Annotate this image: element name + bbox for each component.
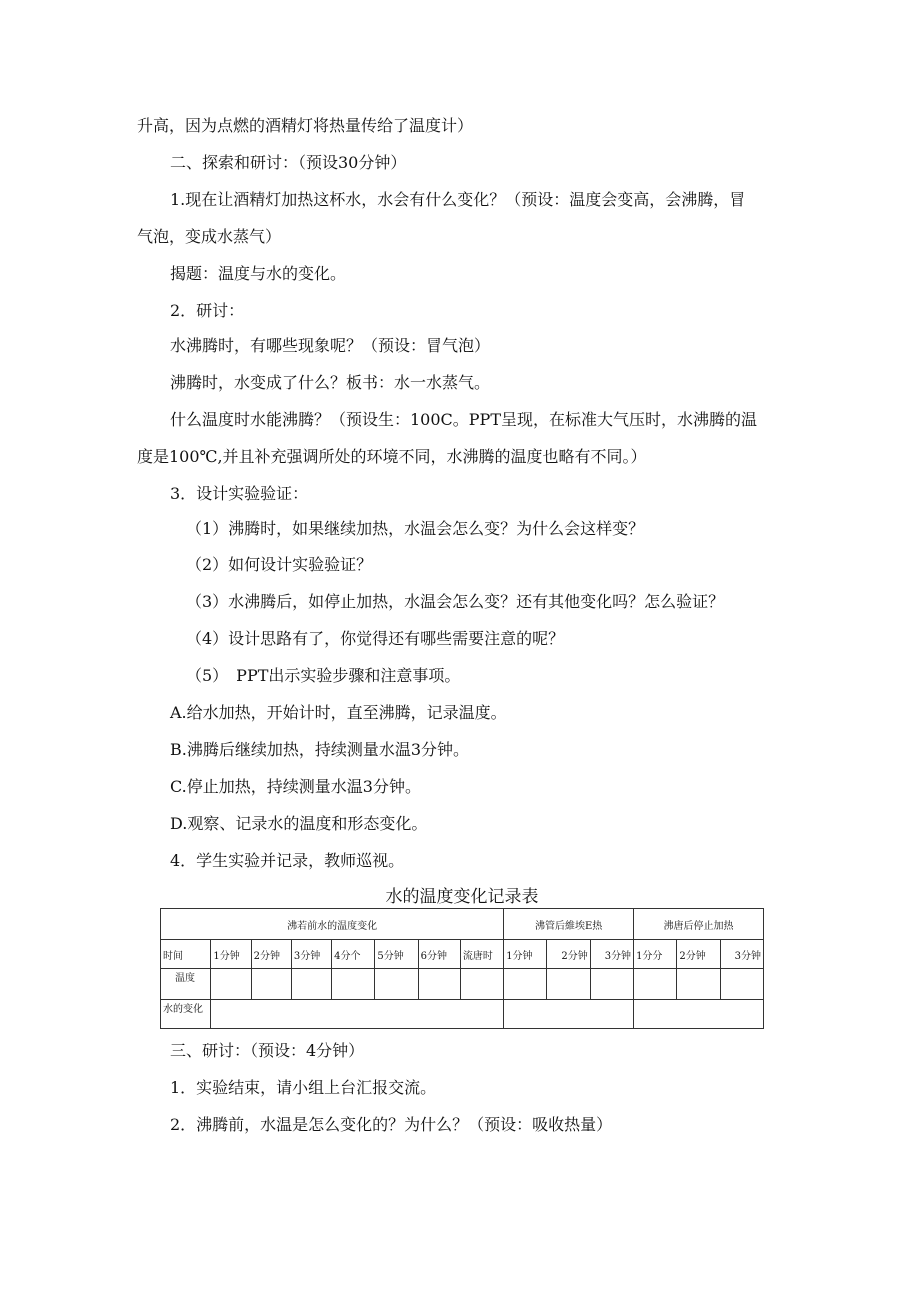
text-line: 升高，因为点燃的酒精灯将热量传给了温度计） [137, 116, 474, 135]
time-cell: 3分钟 [590, 940, 633, 969]
time-cell: 2分钟 [547, 940, 590, 969]
time-cell: 2分钟 [677, 940, 720, 969]
record-table [160, 908, 764, 1029]
text-line: 气泡，变成水蒸气） [137, 227, 282, 246]
empty-cell [211, 969, 251, 1000]
text-line: C.停止加热，持续测量水温3分钟。 [170, 777, 421, 796]
empty-cell [211, 1000, 504, 1029]
time-cell: 流唐时 [460, 940, 503, 969]
text-line: 2．沸腾前，水温是怎么变化的？为什么？（预设：吸收热量） [170, 1115, 613, 1134]
text-line: （5） PPT出示实验步骤和注意事项。 [186, 666, 461, 685]
text-line: 什么温度时水能沸腾？（预设生：100C。PPT呈现，在标准大气压时，水沸腾的温 [170, 410, 757, 429]
text-line: 4．学生实验并记录，教师巡视。 [170, 851, 405, 870]
empty-cell [634, 1000, 764, 1029]
temperature-label: 温度 [161, 969, 211, 1000]
empty-cell [634, 969, 677, 1000]
group-header-continue-heating: 沸管后維埃E热 [504, 909, 634, 940]
text-line: 2．研讨： [170, 301, 245, 320]
text-line: （2）如何设计实验验证？ [186, 555, 373, 574]
time-cell: 1分钟 [504, 940, 547, 969]
empty-cell [375, 969, 418, 1000]
empty-cell [720, 969, 763, 1000]
time-cell: 4分个 [332, 940, 375, 969]
text-line: （3）水沸腾后，如停止加热，水温会怎么变？还有其他变化吗？怎么验证？ [186, 592, 725, 611]
empty-cell [418, 969, 460, 1000]
section-heading: 二、探索和研讨：（预设30分钟） [170, 153, 407, 172]
table-row [161, 969, 764, 1000]
empty-cell [460, 969, 503, 1000]
text-line: 沸腾时，水变成了什么？板书：水一水蒸气。 [170, 373, 491, 392]
empty-cell [332, 969, 375, 1000]
empty-cell [590, 969, 633, 1000]
table-row [161, 940, 764, 969]
text-line: B.沸腾后继续加热，持续测量水温3分钟。 [170, 740, 470, 759]
empty-cell [251, 969, 291, 1000]
text-line: （1）沸腾时，如果继续加热，水温会怎么变？为什么会这样变？ [186, 519, 645, 538]
section-heading: 三、研讨：（预设：4分钟） [170, 1041, 365, 1060]
time-cell: 3分钟 [291, 940, 331, 969]
table-title: 水的温度变化记录表 [385, 887, 539, 907]
group-header-before-boiling: 沸若前水的温度变化 [161, 909, 504, 940]
empty-cell [547, 969, 590, 1000]
water-change-label: 水的变化 [161, 1000, 211, 1029]
time-cell: 1分分 [634, 940, 677, 969]
text-line: 水沸腾时，有哪些现象呢？（预设：冒气泡） [170, 336, 491, 355]
empty-cell [291, 969, 331, 1000]
empty-cell [504, 969, 547, 1000]
time-cell: 1分钟 [211, 940, 251, 969]
table-row [161, 1000, 764, 1029]
text-line: 揭题：温度与水的变化。 [170, 264, 347, 283]
text-line: 1.现在让酒精灯加热这杯水，水会有什么变化？（预设：温度会变高，会沸腾，冒 [170, 190, 746, 209]
text-line: 度是100℃,并且补充强调所处的环境不同，水沸腾的温度也略有不同。） [137, 447, 647, 466]
time-label: 时间 [161, 940, 211, 969]
text-line: A.给水加热，开始计时，直至沸腾，记录温度。 [170, 703, 507, 722]
table-row [161, 909, 764, 940]
time-cell: 6分钟 [418, 940, 460, 969]
time-cell: 2分钟 [251, 940, 291, 969]
time-cell: 5分钟 [375, 940, 418, 969]
text-line: 3．设计实验验证： [170, 484, 309, 503]
time-cell: 3分钟 [720, 940, 763, 969]
group-header-stop-heating: 沸唐后停止加热 [634, 909, 764, 940]
empty-cell [504, 1000, 634, 1029]
text-line: D.观察、记录水的温度和形态变化。 [170, 814, 428, 833]
empty-cell [677, 969, 720, 1000]
text-line: （4）设计思路有了，你觉得还有哪些需要注意的呢？ [186, 629, 565, 648]
text-line: 1．实验结束，请小组上台汇报交流。 [170, 1078, 437, 1097]
